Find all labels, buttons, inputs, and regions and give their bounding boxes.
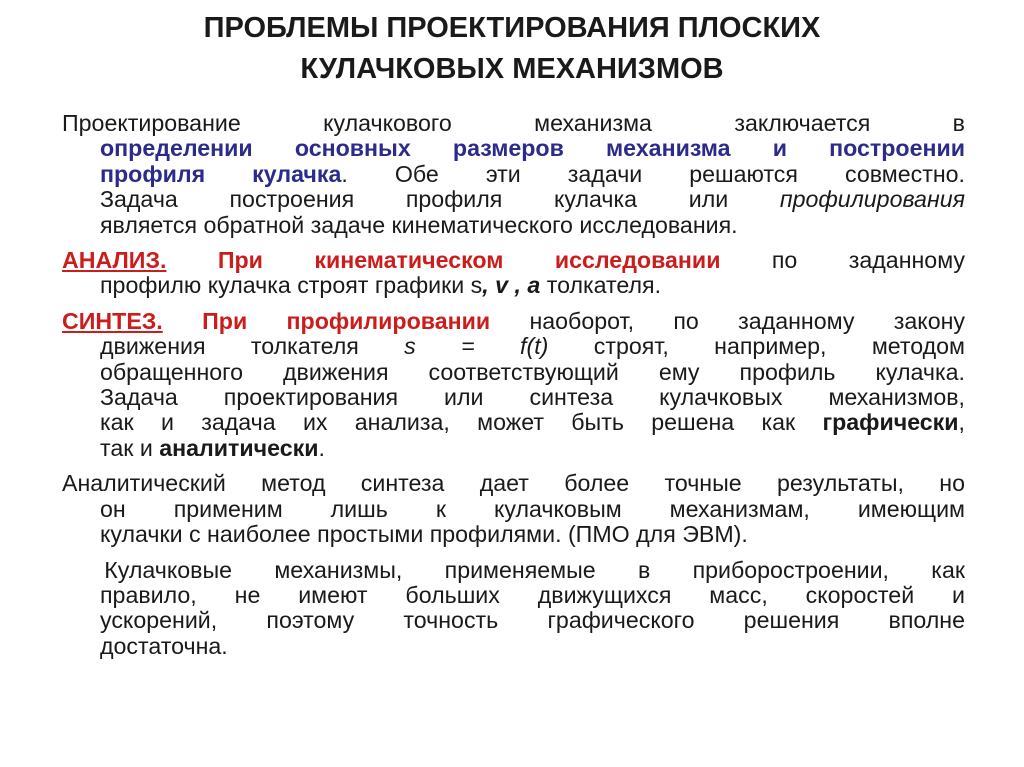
instrument-line-4: достаточна.	[100, 632, 228, 659]
paragraph-synthesis	[62, 309, 965, 461]
intro-line-2-highlight: определении основных размеров механизма и построении	[100, 135, 965, 162]
synthesis-line-3: обращенного движения соответствующий ему профиль кулачка.	[100, 358, 965, 385]
analysis-line-2-text: профилю кулачка строят графики s	[100, 272, 483, 299]
analysis-line-1	[62, 248, 965, 273]
synthesis-line-2	[62, 334, 965, 359]
synthesis-formula: s = f(t)	[404, 333, 549, 360]
slide-body	[62, 111, 965, 659]
title-line-1: ПРОБЛЕМЫ ПРОЕКТИРОВАНИЯ ПЛОСКИХ	[203, 12, 821, 44]
paragraph-analysis	[62, 248, 965, 299]
analysis-line-2-rest: толкателя.	[540, 272, 662, 299]
title-line-2: КУЛАЧКОВЫХ МЕХАНИЗМОВ	[300, 53, 724, 85]
instrument-line-3: ускорений, поэтому точность графического решения вполне	[100, 607, 965, 634]
synthesis-line-5-rest: ,	[958, 409, 965, 436]
synthesis-line-2-rest: строят, например, методом	[548, 333, 965, 360]
synthesis-line-6-text: так и	[100, 434, 160, 461]
intro-line-4	[62, 187, 965, 212]
intro-line-4-text: Задача построения профиля кулачка или	[100, 186, 780, 213]
intro-highlight-profile: профиля кулачка	[100, 160, 342, 187]
synthesis-line-1	[62, 309, 965, 334]
synthesis-line-2-text: движения толкателя	[100, 333, 405, 360]
paragraph-instrument-making	[62, 558, 965, 660]
method-line-2: он применим лишь к кулачковым механизмам, имеющим	[100, 495, 965, 522]
synthesis-graphical: графически	[822, 409, 959, 436]
synthesis-highlight: При профилировании	[162, 307, 491, 334]
synthesis-line-1-rest: наоборот, по заданному закону	[490, 307, 965, 334]
instrument-line-1: Кулачковые механизмы, применяемые в приборостроении, как	[62, 556, 965, 583]
slide-title	[60, 8, 964, 90]
analysis-line-2	[62, 273, 965, 298]
analysis-label: АНАЛИЗ.	[62, 247, 167, 274]
analysis-line-1-rest: по заданному	[720, 247, 965, 274]
paragraph-intro	[62, 111, 965, 238]
intro-line-3	[62, 162, 965, 187]
method-line-3: кулачки с наиболее простыми профилями. (ПМО для ЭВМ).	[100, 521, 748, 548]
synthesis-line-5-text: как и задача их анализа, может быть решена как	[100, 409, 823, 436]
method-line-1: Аналитический метод синтеза дает более точные результаты, но	[62, 470, 965, 497]
intro-line-3-rest: . Обе эти задачи решаются совместно.	[341, 160, 965, 187]
synthesis-label: СИНТЕЗ.	[62, 307, 163, 334]
analysis-symbols: , v , a	[482, 272, 541, 299]
synthesis-analytical: аналитически	[159, 434, 319, 461]
paragraph-analytical-method	[62, 471, 965, 547]
intro-line-5: является обратной задаче кинематического исследования.	[100, 211, 738, 238]
intro-line-1: Проектирование кулачкового механизма заключается в	[62, 110, 965, 136]
synthesis-line-5	[62, 410, 965, 435]
synthesis-line-6	[62, 436, 965, 461]
synthesis-line-4: Задача проектирования или синтеза кулачковых механизмов,	[100, 384, 965, 411]
instrument-line-2: правило, не имеют больших движущихся масс, скоростей и	[100, 581, 965, 608]
synthesis-line-6-rest: .	[318, 434, 325, 461]
intro-line-4-italic: профилирования	[779, 186, 965, 213]
analysis-highlight: При кинематическом исследовании	[166, 247, 721, 274]
